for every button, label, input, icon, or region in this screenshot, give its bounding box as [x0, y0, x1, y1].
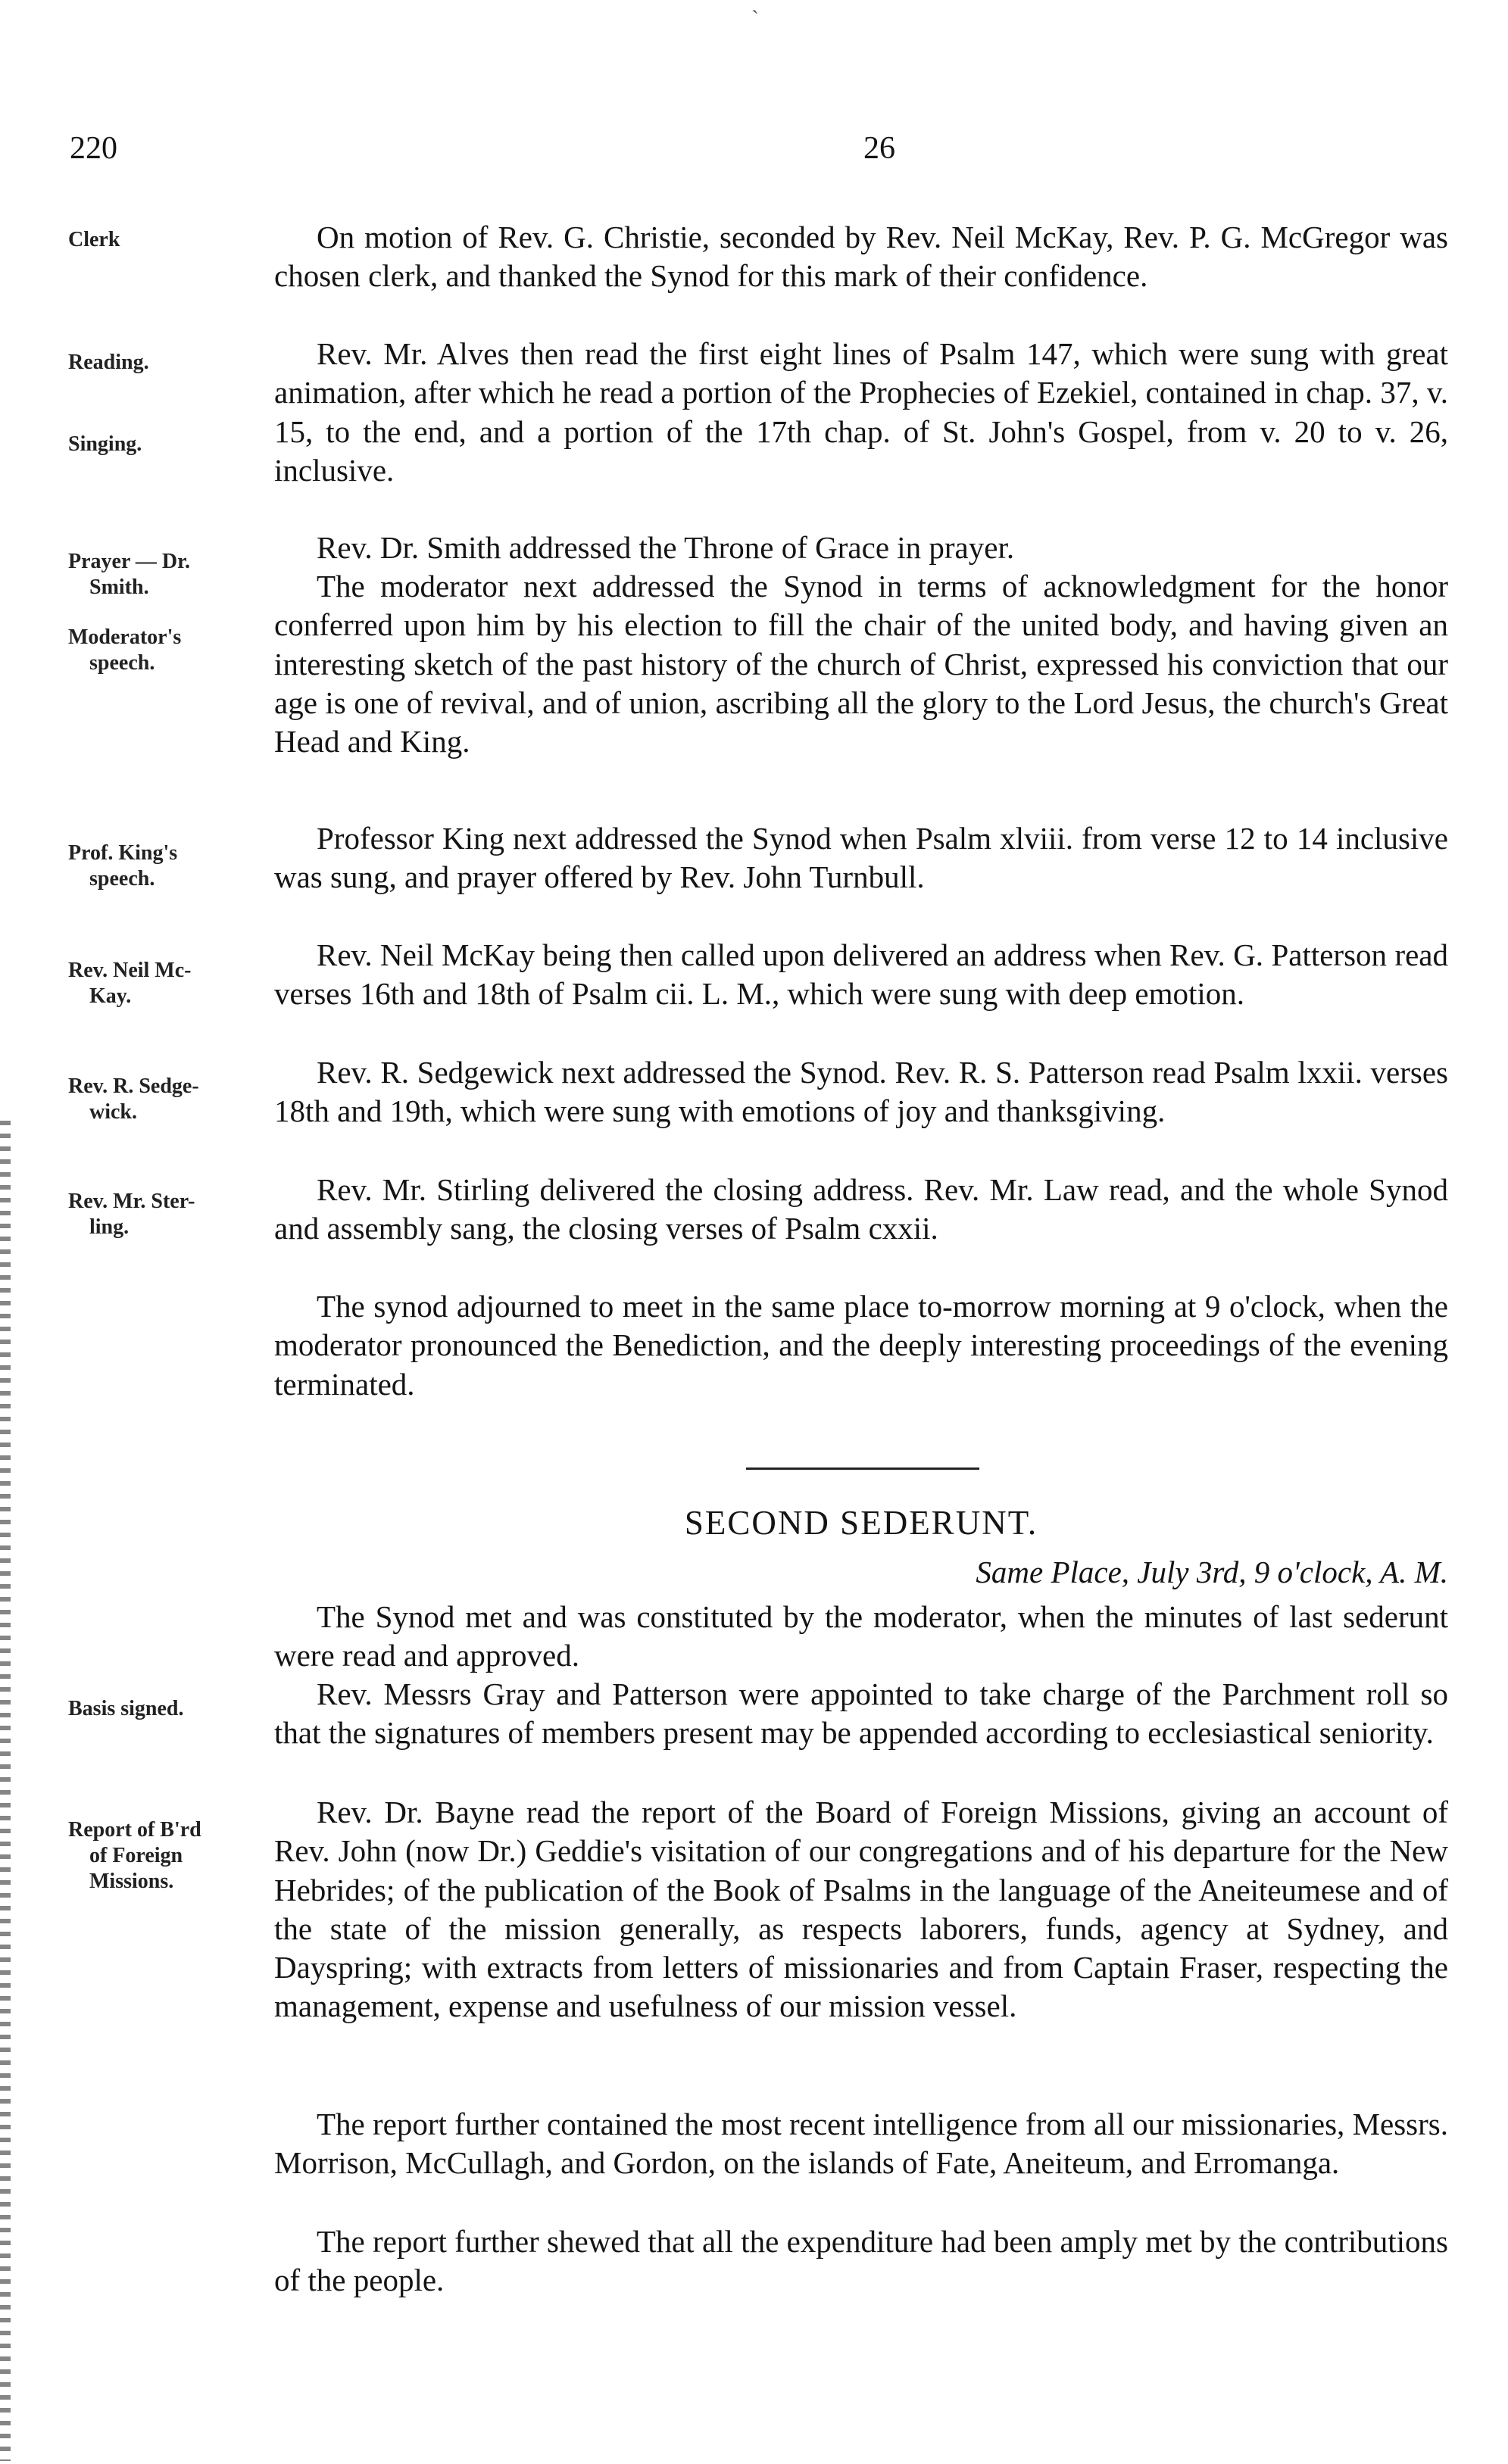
dateline: Same Place, July 3rd, 9 o'clock, A. M. [976, 1555, 1448, 1589]
page-number-right: 26 [863, 131, 895, 166]
margin-note-text: Prayer — Dr. [68, 550, 190, 573]
paragraph-king [274, 819, 1448, 897]
margin-note-text: speech. [89, 651, 155, 675]
paragraph-text: Rev. Neil McKay being then called upon delivered an address when Rev. G. Patterson read verses 16th and 18th of Psalm cii. L. M., which were sung with deep emotion. [274, 937, 1448, 1012]
paragraph-moderator [274, 567, 1448, 761]
paragraph-text: Rev. Dr. Smith addressed the Throne of Grace in prayer. [317, 530, 1015, 565]
margin-note-text: Clerk [68, 228, 120, 251]
margin-note-clerk [68, 227, 242, 253]
paragraph-sedgewick [274, 1053, 1448, 1131]
paragraph-text: On motion of Rev. G. Christie, seconded by Rev. Neil McKay, Rev. P. G. McGregor was chosen clerk, and thanked the Synod for this mark of their confidence. [274, 220, 1448, 294]
margin-note-text: wick. [89, 1100, 137, 1124]
margin-note-text: Rev. R. Sedge- [68, 1074, 199, 1098]
section-heading: SECOND SEDERUNT. [684, 1504, 1038, 1542]
paragraph-text: Rev. Mr. Stirling delivered the closing address. Rev. Mr. Law read, and the whole Synod and assembly sang, the closing verses of Psalm cxxii. [274, 1172, 1448, 1246]
margin-note-text: Singing. [68, 432, 142, 456]
paragraph-text: Rev. Mr. Alves then read the first eight lines of Psalm 147, which were sung with great animation, after which he read a portion of the Prophecies of Ezekiel, contained in chap. 37, v. 15, to the end, and a portion of the 17th chap. of St. John's Gospel, from v. 20 to v. 26, inclusive. [274, 336, 1448, 488]
margin-note-text: Basis signed. [68, 1697, 184, 1720]
paragraph-prayer [274, 529, 1448, 567]
paragraph-text: The Synod met and was constituted by the moderator, when the minutes of last sederunt were read and approved. [274, 1599, 1448, 1673]
paragraph-met [274, 1598, 1448, 1676]
paragraph-text: The moderator next addressed the Synod in terms of acknowledgment for the honor conferred upon him by his election to fill the chair of the united body, and having given an interesting sketch of the past history of the church of Christ, expressed his conviction that our age is one of revival, and of union, ascribing all the glory to the Lord Jesus, the church's Great Head and King. [274, 569, 1448, 759]
margin-note-basis [68, 1696, 242, 1722]
margin-note-text: Reading. [68, 351, 149, 374]
paragraph-text: The report further contained the most recent intelligence from all our missionaries, Messrs. Morrison, McCullagh, and Gordon, on the islands of Fate, Aneiteum, and Erromanga. [274, 2107, 1448, 2181]
paragraph-text: The synod adjourned to meet in the same place to-morrow morning at 9 o'clock, when the moderator pronounced the Benediction, and the deeply interesting proceedings of the evening terminated. [274, 1289, 1448, 1402]
margin-note-sedgewick [68, 1074, 242, 1125]
margin-note-text: Prof. King's [68, 841, 178, 865]
paragraph-adjourn [274, 1287, 1448, 1404]
margin-note-moderator [68, 625, 242, 676]
section-divider [746, 1467, 979, 1470]
margin-note-report [68, 1817, 242, 1895]
paragraph-report-expenditure [274, 2222, 1448, 2300]
paragraph-text: The report further shewed that all the expenditure had been amply met by the contributions of the people. [274, 2224, 1448, 2298]
paragraph-reading [274, 335, 1448, 490]
margin-note-text: of Foreign [89, 1844, 183, 1867]
margin-note-text: speech. [89, 867, 155, 890]
margin-note-prayer [68, 549, 242, 600]
margin-note-text: Rev. Neil Mc- [68, 959, 192, 982]
paragraph-report [274, 1793, 1448, 2026]
paragraph-stirling [274, 1171, 1448, 1249]
scan-edge-artifact [0, 1121, 11, 2461]
margin-note-text: Moderator's [68, 625, 182, 649]
margin-note-singing [68, 432, 242, 457]
paragraph-text: Professor King next addressed the Synod when Psalm xlviii. from verse 12 to 14 inclusive was sung, and prayer offered by Rev. John Turnbull. [274, 821, 1448, 895]
paragraph-clerk [274, 218, 1448, 296]
margin-note-text: Rev. Mr. Ster- [68, 1190, 195, 1213]
margin-note-text: Missions. [89, 1870, 174, 1893]
margin-note-king [68, 841, 242, 892]
page-number-left: 220 [70, 131, 117, 166]
paragraph-text: Rev. Dr. Bayne read the report of the Board of Foreign Missions, giving an account of Rev. John (now Dr.) Geddie's visitation of our congregations and of his departure for the New Hebrides; of the publication of the Book of Psalms in the language of the Aneiteumese and of the state of the mission generally, as respects laborers, funds, agency at Sydney, and Dayspring; with extracts from letters of missionaries and from Captain Fraser, respecting the management, expense and usefulness of our mission vessel. [274, 1795, 1448, 2024]
paragraph-basis [274, 1675, 1448, 1753]
margin-note-text: Report of B'rd [68, 1818, 201, 1842]
margin-note-mckay [68, 958, 242, 1009]
margin-note-stirling [68, 1189, 242, 1240]
paragraph-text: Rev. R. Sedgewick next addressed the Synod. Rev. R. S. Patterson read Psalm lxxii. verses 18th and 19th, which were sung with emotions of joy and thanksgiving. [274, 1055, 1448, 1129]
paragraph-mckay [274, 936, 1448, 1014]
margin-note-reading [68, 350, 242, 376]
margin-note-text: Kay. [89, 984, 132, 1008]
margin-note-text: Smith. [89, 575, 149, 599]
margin-note-text: ling. [89, 1215, 130, 1239]
paragraph-text: Rev. Messrs Gray and Patterson were appointed to take charge of the Parchment roll so that the signatures of members present may be appended according to ecclesiastical seniority. [274, 1676, 1448, 1751]
paragraph-report-intelligence [274, 2105, 1448, 2183]
scan-mark: ` [751, 6, 759, 31]
